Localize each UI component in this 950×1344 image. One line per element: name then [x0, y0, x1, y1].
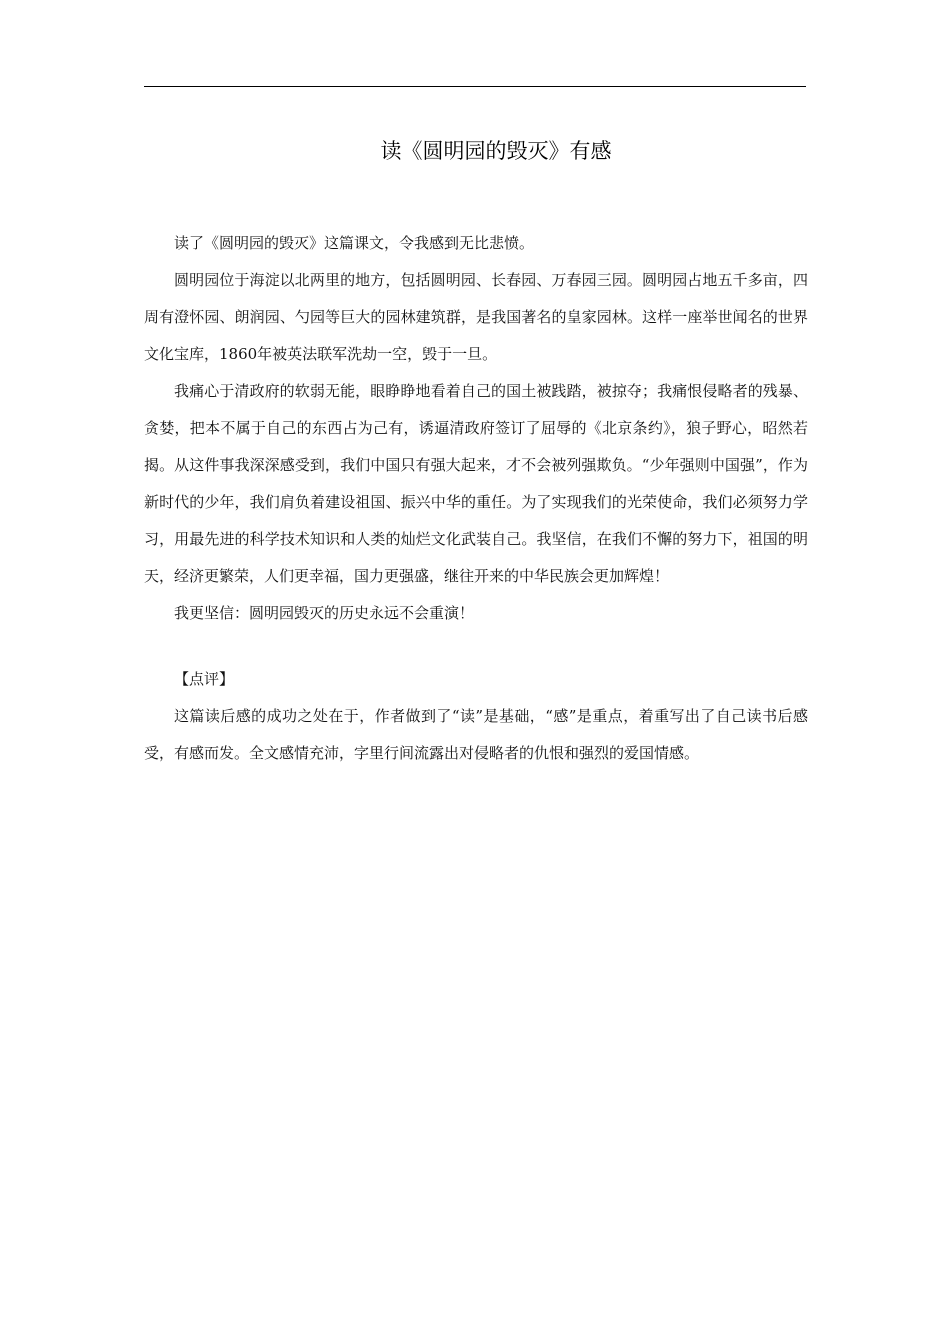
paragraph-conclusion: 我更坚信：圆明园毁灭的历史永远不会重演！ — [174, 604, 475, 622]
paragraph-reflection: 我痛心于清政府的软弱无能，眼睁睁地看着自己的国土被践踏，被掠夺；我痛恨侵略者的残暴、贪婪，把本不属于自己的东西占为己有，诱逼清政府签订了屈辱的《北京条约》，狼子野心，昭然若揭。从这件事我深深感受到，我们中国只有强大起来，才不会被列强欺负。“少年强则中国强”，作为新时代的少年，我们肩负着建设祖国、振兴中华的重任。为了实现我们的光荣使命，我们必须努力学习，用最先进的科学技术知识和人类的灿烂文化武装自己。我坚信，在我们不懈的努力下，祖国的明天，经济更繁荣，人们更幸福，国力更强盛，继往开来的中华民族会更加辉煌！ — [144, 382, 808, 585]
review-text: 这篇读后感的成功之处在于，作者做到了“读”是基础，“感”是重点，着重写出了自己读书后感受，有感而发。全文感情充沛，字里行间流露出对侵略者的仇恨和强烈的爱国情感。 — [144, 707, 808, 762]
paragraph-intro: 读了《圆明园的毁灭》这篇课文，令我感到无比悲愤。 — [174, 234, 535, 252]
section-spacer — [144, 632, 808, 661]
document-title: 读《圆明园的毁灭》有感 — [380, 139, 612, 163]
document-body — [144, 225, 808, 772]
header-rule — [144, 86, 806, 87]
paragraph-background: 圆明园位于海淀以北两里的地方，包括圆明园、长春园、万春园三园。圆明园占地五千多亩，四周有澄怀园、朗润园、勺园等巨大的园林建筑群，是我国著名的皇家园林。这样一座举世闻名的世界文化宝库，1860年被英法联军洗劫一空，毁于一旦。 — [144, 271, 808, 363]
review-label: 【点评】 — [174, 670, 235, 688]
